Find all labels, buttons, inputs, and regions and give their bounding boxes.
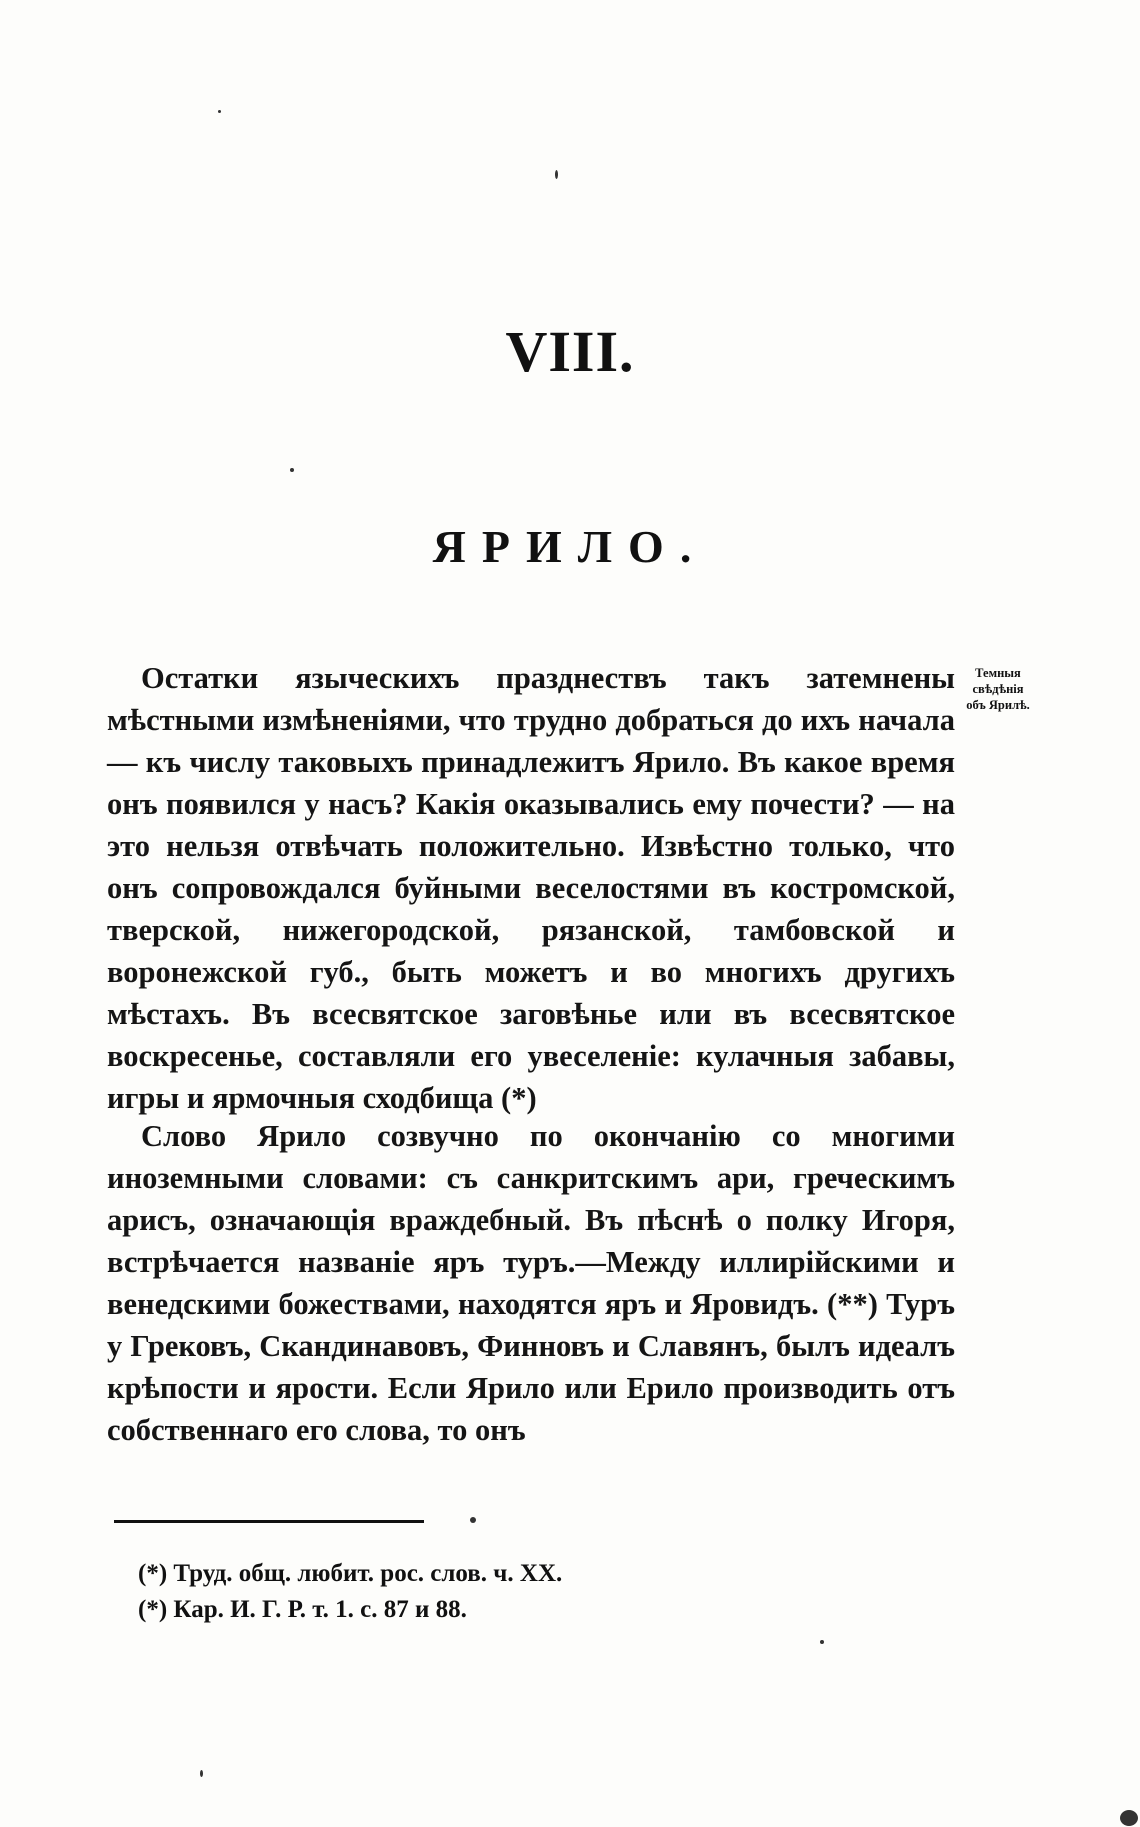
footnotes [138,1556,838,1628]
chapter-title: ЯРИЛО. [432,521,708,572]
margin-note: Темныя свѣдѣнія объ Ярилѣ. [966,666,1030,712]
footnote-2: (*) Кар. И. Г. Р. т. 1. с. 87 и 88. [138,1596,467,1623]
scan-speck [1120,1810,1138,1826]
chapter-number: VIII. [505,319,635,384]
body-text [107,657,955,1451]
paragraph-2: Слово Ярило созвучно по окончанію со многими иноземными словами: съ санкритскимъ ари, греческимъ арисъ, означающія враждебный. Въ пѣснѣ о полку Игоря, встрѣчается названіе яръ туръ.—Между иллирійскими и венедскими божествами, находятся яръ и Яровидъ. (**) Туръ у Грековъ, Скандинавовъ, Финновъ и Славянъ, былъ идеалъ крѣпости и ярости. Если Ярило или Ерило производить отъ собственнаго его слова, то онъ [107,1119,955,1447]
paragraph-1: Остатки языческихъ празднествъ такъ затемнены мѣстными измѣненіями, что трудно добраться до ихъ начала — къ числу таковыхъ принадлежитъ Ярило. Въ какое время онъ появился у насъ? Какія оказывались ему почести? — на это нельзя отвѣчать положительно. Извѣстно только, что онъ сопровождался буйными веселостями въ костромской, тверской, нижегородской, рязанской, тамбовской и воронежской губ., быть можетъ и во многихъ другихъ мѣстахъ. Въ всесвятское заговѣнье или въ всесвятское воскресенье, составляли его увеселеніе: кулачныя забавы, игры и ярмочныя сходбища (*) [107,661,955,1115]
scan-speck [200,1770,203,1777]
footnote-1: (*) Труд. общ. любит. рос. слов. ч. XX. [138,1560,563,1587]
scan-speck [218,110,221,113]
scan-speck [470,1517,476,1523]
footnote-divider [114,1520,424,1523]
scan-speck [290,468,294,472]
scan-speck [820,1640,824,1644]
scan-speck [555,170,558,179]
